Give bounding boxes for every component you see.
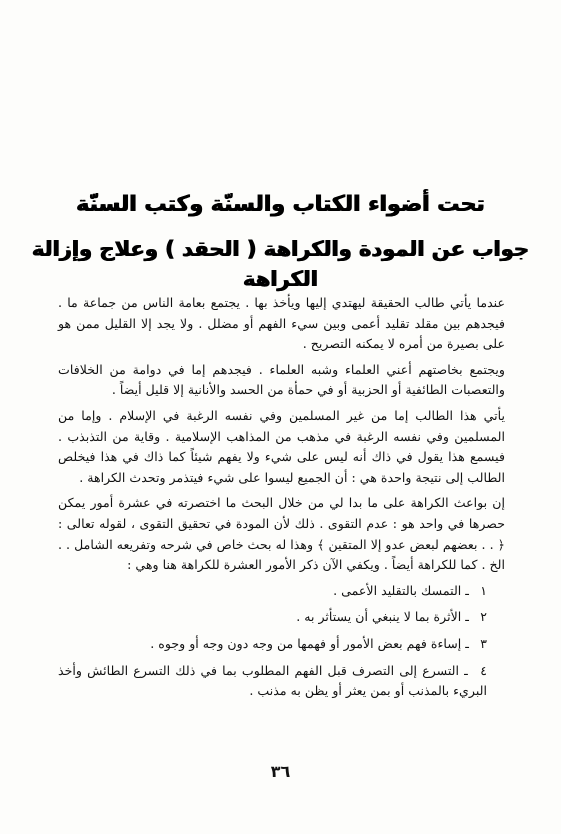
list-text: ـ التسرع إلى التصرف قبل الفهم المطلوب بما في ذلك التسرع الطائش وأخذ البريء بالمذنب أو بمن يعثر أو يظن به مذنب . — [58, 662, 487, 699]
list-item — [58, 581, 487, 602]
list-number: ٤ — [480, 662, 487, 678]
list-text: ـ الأثرة بما لا ينبغي أن يستأثر به . — [296, 609, 469, 625]
paragraph: ويجتمع بخاصتهم أعني العلماء وشبه العلماء . فيجدهم إما في دوامة من الخلافات والتعصبات الطائفية أو الحزبية أو في حمأة من الحسد والأنانية إلا قليل أيضاً . — [58, 361, 505, 398]
list-item — [58, 607, 487, 628]
paragraph: يأتي هذا الطالب إما من غير المسلمين وفي نفسه الرغبة في الإسلام . وإما من المسلمين وفي نفسه الرغبة في مذهب من المذاهب الإسلامية . وقاية من التذبذب . فيسمع هذا يقول في ذاك أنه ليس على شيء ولا يفهم شيئاً كما ذاك في هذا فيخلص الطالب إلى نتيجة واحدة هي : أن الجميع ليسوا على شيء فيتذمر وتحدث الكراهة . — [58, 407, 505, 485]
list-item — [58, 661, 487, 702]
page-number: ٣٦ — [270, 762, 291, 781]
paragraph: إن بواعث الكراهة على ما بدا لي من خلال البحث ما اختصرته في عشرة أمور يمكن حصرها في واحد هو : عدم التقوى . ذلك لأن المودة في تحقيق التقوى ، لقوله تعالى : ﴿ . . بعضهم لبعض عدو إلا المتقين ﴾ وهذا له بحث خاص في شرحه وتفريعه الشامل . . الخ . كما للكراهة أيضاً . ويكفي الآن ذكر الأمور العشرة للكراهة هنا وهي : — [58, 495, 505, 573]
title-line-1: تحت أضواء الكتاب والسنّة وكتب السنّة — [76, 192, 485, 217]
list-item — [58, 634, 487, 655]
body-text — [58, 293, 505, 708]
title-line-2: جواب عن المودة والكراهة ( الحقد ) وعلاج وإزالة الكراهة — [31, 237, 530, 291]
title-block — [0, 190, 561, 294]
list-text: ـ إساءة فهم بعض الأمور أو فهمها من وجه دون وجه أو وجوه . — [150, 635, 469, 651]
list-number: ٢ — [480, 609, 487, 625]
list-text: ـ التمسك بالتقليد الأعمى . — [333, 582, 469, 598]
list-number: ١ — [480, 582, 487, 598]
list-number: ٣ — [480, 635, 487, 651]
paragraph: عندما يأتي طالب الحقيقة ليهتدي إليها ويأخذ بها . يجتمع بعامة الناس من جماعة ما . فيجدهم بين مقلد تقليد أعمى وبين سيء الفهم أو مضلل . ولا يجد إلا القليل ممن هو على بصيرة من أمره لا يمكنه التصريح . — [58, 295, 505, 352]
